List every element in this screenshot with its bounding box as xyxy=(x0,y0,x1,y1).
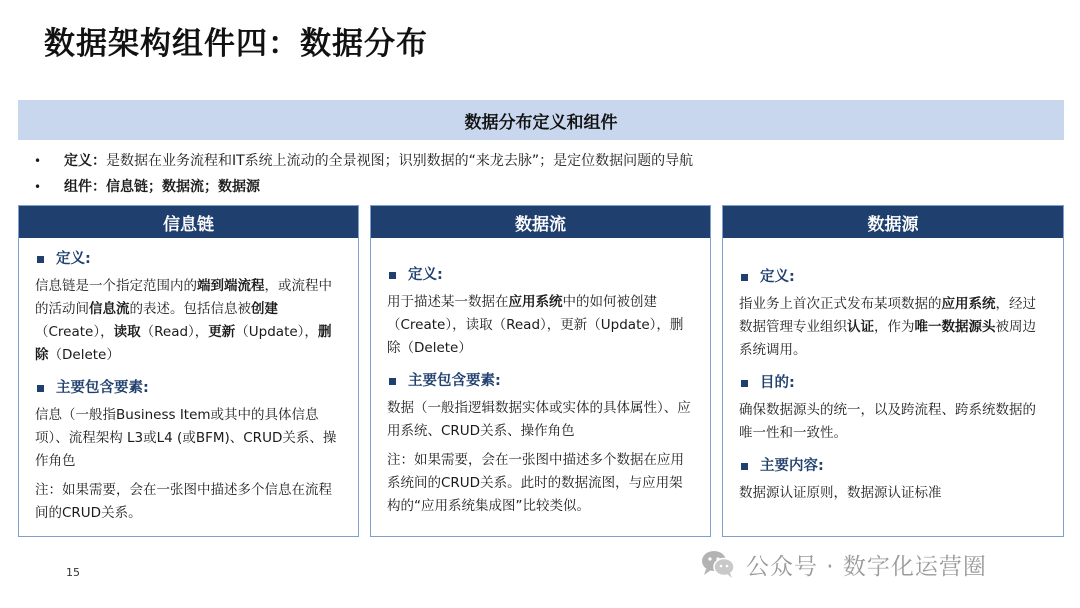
panel-data-source xyxy=(722,205,1064,537)
content-heading: 主要内容: xyxy=(739,455,1049,478)
bullet-components xyxy=(34,174,693,200)
square-bullet-icon xyxy=(741,274,748,281)
square-bullet-icon xyxy=(389,378,396,385)
watermark-text: 公众号 · 数字化运营圈 xyxy=(746,553,987,580)
panel-data-flow xyxy=(370,205,711,537)
panel-header: 数据流 xyxy=(371,206,710,238)
bullet-label: 定义： xyxy=(64,153,106,169)
panel-information-chain xyxy=(18,205,359,537)
square-bullet-icon xyxy=(389,272,396,279)
bullet-dot: • xyxy=(34,154,42,168)
definition-heading: 定义: xyxy=(739,266,1049,289)
bullet-label: 组件： xyxy=(64,179,106,195)
elements-heading: 主要包含要素: xyxy=(387,370,696,393)
definition-text: 指业务上首次正式发布某项数据的应用系统，经过数据管理专业组织认证，作为唯一数据源头被周边系统调用。 xyxy=(739,296,1036,358)
bullet-text: 信息链；数据流；数据源 xyxy=(106,179,260,195)
section-banner: 数据分布定义和组件 xyxy=(18,100,1064,140)
page-number: 15 xyxy=(66,566,80,579)
watermark xyxy=(700,548,987,580)
note-text: 注：如果需要，会在一张图中描述多个信息在流程间的CRUD关系。 xyxy=(35,482,332,521)
definition-text: 信息链是一个指定范围内的端到端流程，或流程中的活动间信息流的表述。包括信息被创建（Create），读取（Read），更新（Update），删除（Delete） xyxy=(35,278,332,363)
definition-text: 用于描述某一数据在应用系统中的如何被创建（Create），读取（Read），更新（Update），删除（Delete） xyxy=(387,294,684,356)
square-bullet-icon xyxy=(37,385,44,392)
note-text: 注：如果需要，会在一张图中描述多个数据在应用系统间的CRUD关系。此时的数据流图，与应用架构的“应用系统集成图”比较类似。 xyxy=(387,452,684,514)
elements-text: 数据（一般指逻辑数据实体或实体的具体属性）、应用系统、CRUD关系、操作角色 xyxy=(387,400,691,439)
definition-heading: 定义: xyxy=(387,264,696,287)
content-text: 数据源认证原则，数据源认证标准 xyxy=(739,485,942,501)
square-bullet-icon xyxy=(741,463,748,470)
bullet-text: 是数据在业务流程和IT系统上流动的全景视图；识别数据的“来龙去脉”；是定位数据问题的导航 xyxy=(106,153,694,169)
square-bullet-icon xyxy=(37,256,44,263)
panel-header: 数据源 xyxy=(723,206,1063,238)
elements-heading: 主要包含要素: xyxy=(35,377,344,400)
wechat-icon xyxy=(700,549,736,579)
purpose-heading: 目的: xyxy=(739,372,1049,395)
elements-text: 信息（一般指Business Item或其中的具体信息项）、流程架构 L3或L4 (或BFM)、CRUD关系、操作角色 xyxy=(35,407,337,469)
summary-bullets xyxy=(34,148,693,200)
bullet-dot: • xyxy=(34,180,42,194)
purpose-text: 确保数据源头的统一，以及跨流程、跨系统数据的唯一性和一致性。 xyxy=(739,402,1036,441)
bullet-definition xyxy=(34,148,693,174)
square-bullet-icon xyxy=(741,380,748,387)
panel-header: 信息链 xyxy=(19,206,358,238)
page-title: 数据架构组件四：数据分布 xyxy=(44,26,428,62)
definition-heading: 定义: xyxy=(35,248,344,271)
